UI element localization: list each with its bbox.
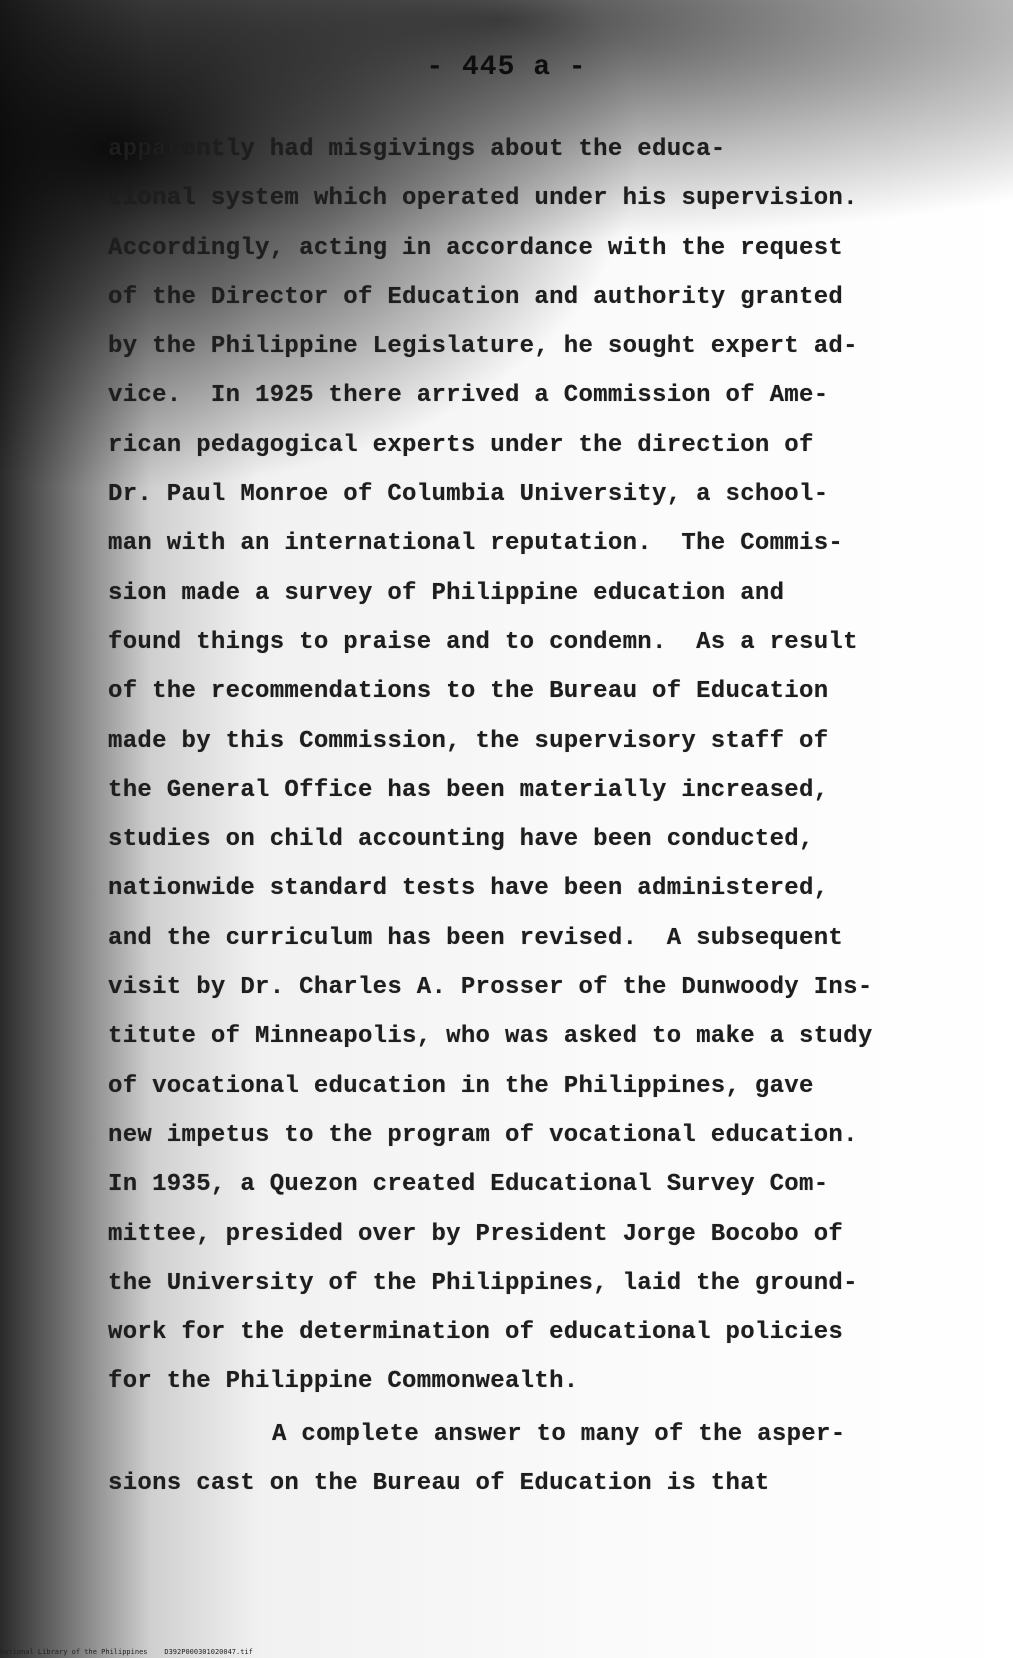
text-line: Accordingly, acting in accordance with the request <box>108 234 844 262</box>
text-line: new impetus to the program of vocational education. <box>108 1121 858 1149</box>
text-line: studies on child accounting have been conducted, <box>108 826 814 854</box>
text-line: work for the determination of educational policies <box>108 1319 844 1347</box>
text-line: sion made a survey of Philippine education and <box>108 579 785 607</box>
text-line: found things to praise and to condemn. As a result <box>108 628 858 656</box>
paragraph-2-line: sions cast on the Bureau of Education is that <box>108 1470 770 1498</box>
text-line: man with an international reputation. The Commis- <box>108 530 844 558</box>
text-line: of vocational education in the Philippines, gave <box>108 1072 814 1100</box>
paragraph-2-line: A complete answer to many of the asper- <box>272 1420 846 1448</box>
text-line: the General Office has been materially increased, <box>108 776 829 804</box>
text-line: Dr. Paul Monroe of Columbia University, a school- <box>108 481 829 509</box>
text-line: by the Philippine Legislature, he sought expert ad- <box>108 333 858 361</box>
text-line: made by this Commission, the supervisory staff of <box>108 727 829 755</box>
text-line: rican pedagogical experts under the direction of <box>108 431 814 459</box>
text-line: the University of the Philippines, laid the ground- <box>108 1269 858 1297</box>
footer-library: National Library of the Philippines <box>0 1648 148 1656</box>
text-line: mittee, presided over by President Jorge Bocobo of <box>108 1220 844 1248</box>
footer-filename: D392P000301020047.tif <box>164 1648 253 1656</box>
text-line: In 1935, a Quezon created Educational Survey Com- <box>108 1171 829 1199</box>
text-line: apparently had misgivings about the educa- <box>108 136 726 163</box>
body-text <box>108 125 908 1508</box>
text-line: of the recommendations to the Bureau of Education <box>108 678 829 706</box>
text-line: vice. In 1925 there arrived a Commission of Ame- <box>108 382 829 410</box>
text-line: and the curriculum has been revised. A subsequent <box>108 924 844 952</box>
scan-footer <box>0 1646 1013 1658</box>
page-number: - 445 a - <box>426 52 587 83</box>
text-line: visit by Dr. Charles A. Prosser of the Dunwoody Ins- <box>108 974 873 1002</box>
text-line: titute of Minneapolis, who was asked to make a study <box>108 1023 873 1051</box>
text-line: tional system which operated under his supervision. <box>108 185 858 213</box>
text-line: for the Philippine Commonwealth. <box>108 1368 579 1396</box>
text-line: of the Director of Education and authority granted <box>108 283 844 311</box>
text-line: nationwide standard tests have been administered, <box>108 875 829 903</box>
